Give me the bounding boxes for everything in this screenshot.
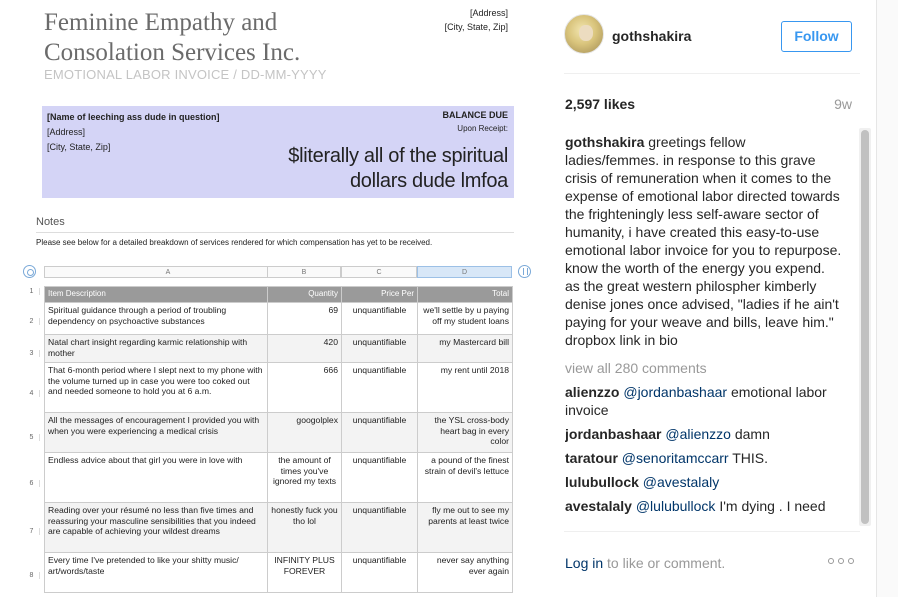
invoice-spreadsheet [20,262,540,597]
page-background-edge [876,0,898,597]
invoice-table [44,286,513,593]
dot-icon [848,558,854,564]
item-total: my Mastercard bill [418,335,513,363]
header-item-description: Item Description [45,287,268,303]
item-quantity: the amount of times you've ignored my texts [268,453,342,503]
item-total: my rent until 2018 [418,363,513,413]
row-number: 1 [24,288,40,295]
item-price: unquantifiable [342,503,418,553]
item-price: unquantifiable [342,453,418,503]
row-number: 2 [24,318,40,325]
item-quantity: 69 [268,303,342,335]
item-price: unquantifiable [342,413,418,453]
pause-handle-icon [518,265,531,278]
comment-text: emotional labor invoice [565,384,827,418]
balance-amount-line2: dollars dude lmfoa [349,170,508,192]
company-name-line2: Consolation Services Inc. [44,39,301,66]
balance-amount [288,144,508,194]
table-row [45,363,513,413]
scrollbar-thumb[interactable] [861,130,869,524]
notes-heading: Notes [36,216,65,228]
company-address-line: [Address] [469,8,508,18]
item-description: Every time I've pretended to like your shitty music/ art/words/taste [45,553,268,593]
caption [565,133,843,349]
comment-item [565,449,843,467]
item-total: never say anything ever again [418,553,513,593]
bill-to-address: [Address] [47,127,86,137]
item-quantity: 666 [268,363,342,413]
comment-text: I'm dying . I need [719,498,826,514]
item-quantity: honestly fuck you tho lol [268,503,342,553]
table-row [45,453,513,503]
item-price: unquantifiable [342,335,418,363]
bill-to-name: [Name of leeching ass dude in question] [47,112,220,122]
comment-item [565,425,843,443]
login-prompt-text: to like or comment. [607,555,726,571]
comment-mention[interactable]: @senoritamccarr [621,450,729,466]
item-description: Spiritual guidance through a period of troubling dependency on psychoactive substances [45,303,268,335]
column-letter-b: B [267,266,341,278]
item-quantity: INFINITY PLUS FOREVER [268,553,342,593]
item-price: unquantifiable [342,363,418,413]
header-quantity: Quantity [268,287,342,303]
row-number: 6 [24,480,40,487]
login-prompt [565,555,725,571]
company-name-line1: Feminine Empathy and [44,9,278,36]
comments-scrollbar[interactable] [859,128,871,526]
comment-item [565,383,843,419]
add-row-handle-icon [23,265,36,278]
item-description: Natal chart insight regarding karmic relationship with mother [45,335,268,363]
caption-username[interactable]: gothshakira [565,134,645,150]
row-number: 4 [24,390,40,397]
item-description: That 6-month period where I slept next to my phone with the volume turned up in case you were too coked out and needed someone to hold you at 6 a.m. [45,363,268,413]
row-number: 8 [24,572,40,579]
column-letter-d: D [417,266,512,278]
comment-mention[interactable]: @lulubullock [635,498,716,514]
item-description: Endless advice about that girl you were in love with [45,453,268,503]
item-total: fly me out to see my parents at least twice [418,503,513,553]
post-author-username[interactable]: gothshakira [612,28,692,44]
item-total: the YSL cross-body heart bag in every color [418,413,513,453]
table-header-row [45,287,513,303]
bill-to-box [42,106,514,198]
bill-to-city: [City, State, Zip] [47,142,111,152]
balance-amount-line1: $literally all of the spiritual [288,145,508,167]
table-row [45,553,513,593]
footer-divider [564,531,860,532]
caption-text: greetings fellow ladies/femmes. in response to this grave crisis of remuneration when it comes to the expense of emotional labor directed towards the frighteningly less self-aware sector of humanity, i have created this easy-to-use emotional labor invoice for you to repurpose. know the worth of the energy you expend. as the great western philospher kimberly denise jones once advised, "ladies if he ain't paying for your weave and bills, leave him." dropbox link in bio [565,134,842,348]
comment-text: THIS. [732,450,769,466]
invoice-subtitle: EMOTIONAL LABOR INVOICE / DD-MM-YYYY [44,67,327,82]
comment-text: damn [734,426,770,442]
company-city-line: [City, State, Zip] [444,22,508,32]
item-total: we'll settle by u paying off my student loans [418,303,513,335]
notes-text: Please see below for a detailed breakdown of services rendered for which compensation has yet to be received. [36,238,433,247]
header-price-per: Price Per [342,287,418,303]
table-row [45,503,513,553]
view-all-comments-link[interactable]: view all 280 comments [565,360,707,376]
likes-count[interactable]: 2,597 likes [565,96,636,112]
dot-icon [828,558,834,564]
table-row [45,335,513,363]
header-divider [564,73,860,74]
item-description: Reading over your résumé no less than five times and reassuring your masculine sensibilities that you indeed are capable of achieving your wildest dreams [45,503,268,553]
comment-mention[interactable]: @avestalaly [642,474,720,490]
item-quantity: 420 [268,335,342,363]
login-link[interactable]: Log in [565,555,604,571]
row-number: 3 [24,350,40,357]
item-total: a pound of the finest strain of devil's lettuce [418,453,513,503]
comment-item [565,497,843,515]
comment-username[interactable]: taratour [565,450,618,466]
comment-mention[interactable]: @alienzzo [665,426,731,442]
notes-divider [36,232,514,233]
comment-mention[interactable]: @jordanbashaar [623,384,728,400]
company-address [445,6,508,34]
table-row [45,303,513,335]
upon-receipt-label: Upon Receipt: [457,124,508,133]
post-sidebar [548,0,876,597]
row-number: 5 [24,434,40,441]
comment-username[interactable]: lulubullock [565,474,639,490]
avatar[interactable] [564,14,604,54]
comment-username[interactable]: alienzzo [565,384,620,400]
post-time[interactable]: 9w [834,96,852,112]
item-price: unquantifiable [342,553,418,593]
comment-username[interactable]: jordanbashaar [565,426,662,442]
header-total: Total [418,287,513,303]
column-letter-c: C [341,266,417,278]
follow-button[interactable]: Follow [781,21,852,52]
bill-to-block [47,110,220,155]
dot-icon [838,558,844,564]
comments-list[interactable] [565,133,843,527]
item-description: All the messages of encouragement I provided you with when you were experiencing a medical crisis [45,413,268,453]
balance-due-label: BALANCE DUE [442,110,508,120]
company-name [44,8,300,68]
item-price: unquantifiable [342,303,418,335]
comment-item [565,473,843,491]
row-number: 7 [24,528,40,535]
comment-username[interactable]: avestalaly [565,498,632,514]
item-quantity: googolplex [268,413,342,453]
more-options-icon[interactable] [828,558,854,566]
column-letter-a: A [44,266,292,278]
table-row [45,413,513,453]
balance-block [288,108,508,194]
